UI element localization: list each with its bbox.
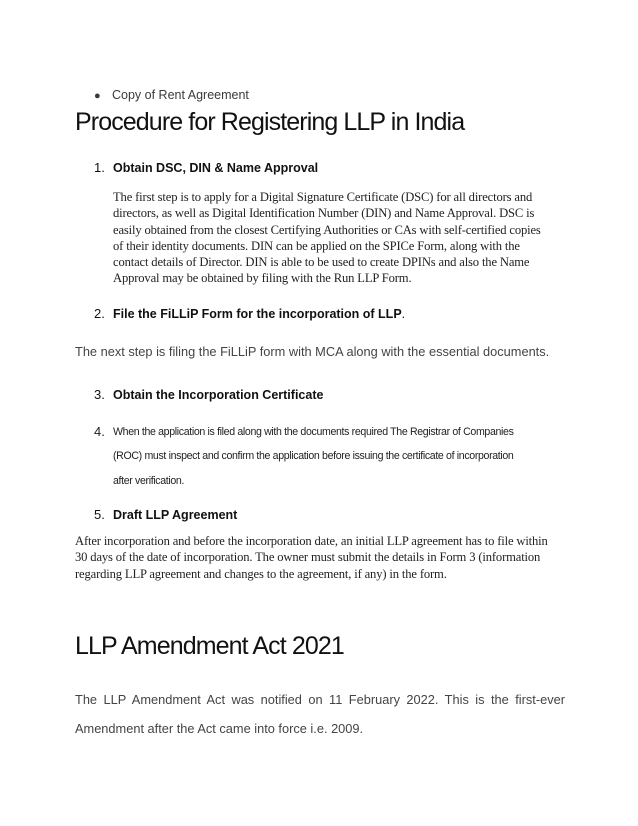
bullet-text: Copy of Rent Agreement [112, 88, 249, 102]
text-line: of their identity documents. DIN can be applied on the SPICe Form, along with the [113, 238, 520, 253]
step-title: Obtain DSC, DIN & Name Approval [113, 161, 319, 175]
bullet-item [94, 88, 249, 102]
step-number: 1. [94, 160, 105, 175]
text-line: Approval may be obtained by filing with the Run LLP Form. [113, 271, 412, 286]
text-line: When the application is filed along with the documents required The Registrar of Companies [113, 426, 514, 438]
text-line: Amendment after the Act came into force i.e. 2009. [75, 721, 364, 736]
step-number: 3. [94, 387, 105, 402]
step-number: 5. [94, 507, 105, 522]
step-3-heading [94, 387, 323, 402]
text-line: (ROC) must inspect and confirm the application before issuing the certificate of incorporation [113, 450, 514, 462]
step-1-description [113, 189, 583, 287]
step-5-heading [94, 507, 237, 522]
text-line: directors, as well as Digital Identification Number (DIN) and Name Approval. DSC is [113, 206, 535, 221]
amendment-description [75, 685, 565, 743]
bullet-dot-icon: ● [94, 90, 101, 102]
step-number: 2. [94, 306, 105, 321]
step-1-heading [94, 160, 318, 175]
text-line: regarding LLP agreement and changes to the agreement, if any) in the form. [75, 566, 447, 581]
section-title-procedure: Procedure for Registering LLP in India [75, 108, 465, 136]
text-line: easily obtained from the closest Certifying Authorities or CAs with self-certified copies [113, 222, 541, 237]
text-line: After incorporation and before the incorporation date, an initial LLP agreement has to file within [75, 534, 548, 548]
step-number: 4. [94, 424, 105, 439]
step-title-period: . [401, 307, 406, 321]
step-title: Draft LLP Agreement [113, 508, 238, 522]
text-line: contact details of Director. DIN is able to be used to create DPINs and also the Name [113, 255, 530, 270]
step-title: Obtain the Incorporation Certificate [113, 388, 324, 402]
text-line: after verification. [113, 475, 185, 487]
step-2-description: The next step is filing the FiLLiP form with MCA along with the essential documents. [75, 344, 550, 359]
section-title-amendment: LLP Amendment Act 2021 [75, 632, 344, 660]
text-line: 30 days of the date of incorporation. The owner must submit the details in Form 3 (information [75, 550, 541, 565]
text-line: The LLP Amendment Act was notified on 11 February 2022. This is the first-ever [75, 692, 565, 707]
step-title: File the FiLLiP Form for the incorporation of LLP [113, 307, 402, 321]
step-5-description [75, 533, 575, 582]
text-line: The first step is to apply for a Digital Signature Certificate (DSC) for all directors and [113, 190, 533, 204]
step-2-heading [94, 306, 405, 321]
step-4-item [94, 424, 574, 487]
